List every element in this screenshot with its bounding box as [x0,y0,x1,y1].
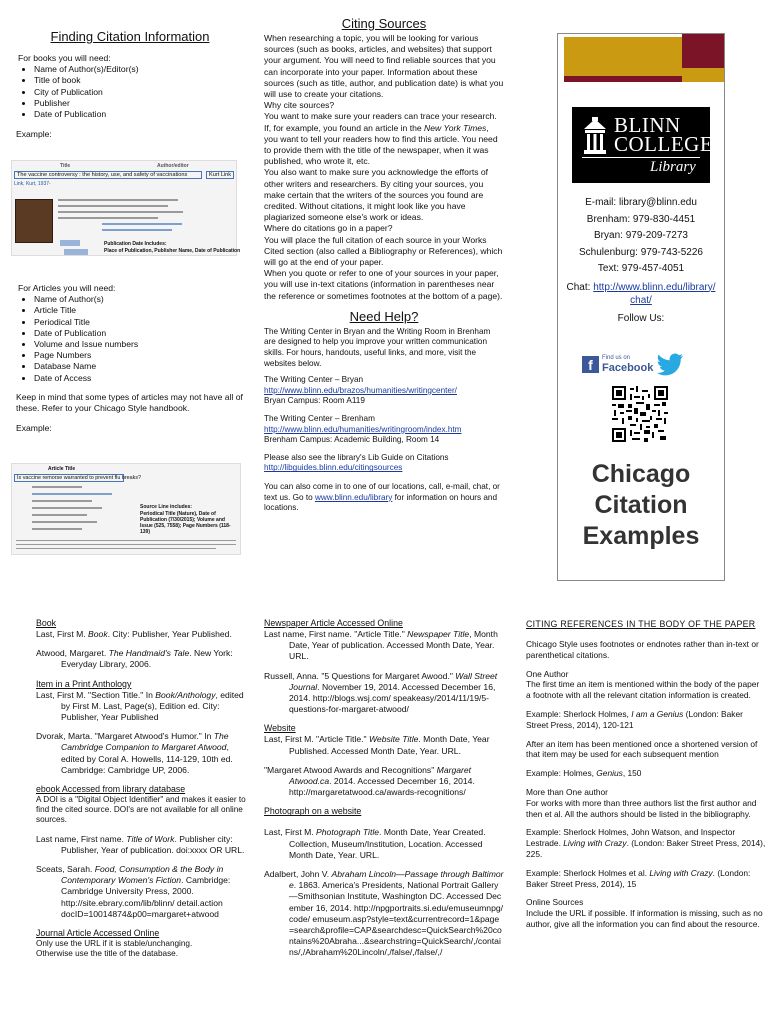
website-heading: Website [264,723,296,734]
maroon-block-1 [682,34,724,68]
contact-paragraph: You can also come in to one of our locations, call, e-mail, chat, or text us. Go to www.blinn.edu/library for information on hours and locations. [264,482,500,513]
chat-link[interactable]: http://www.blinn.edu/library/ [593,281,716,293]
list-item: • Volume and Issue numbers [34,339,246,350]
logo-rule [582,157,700,158]
twitter-icon[interactable] [656,353,684,377]
maroon-block-2 [564,76,682,82]
bryan-phone: Bryan: 979-209-7273 [594,230,688,241]
author-callout: Author/editor [157,163,189,169]
logo-box [572,107,714,183]
list-item: • Title of book [34,75,244,86]
anthology-format: Last, First M. "Section Title." In Book/Anthology, edited by First M. Last, Page(s), Edition ed. City: Publisher, Year Published [36,689,244,723]
title-callout: Title [60,163,71,169]
qr-code [612,386,668,442]
example-label: Example: [16,423,52,434]
lib-guide-text: Please also see the library's Lib Guide on Citations [264,452,449,462]
bryan-room: Bryan Campus: Room A119 [264,396,365,406]
photograph-format: Last, First M. Photograph Title. Month Date, Year Created. Collection, Museum/Institution, Location. Accessed Month Date, Year. URL. [264,827,486,860]
facebook-badge[interactable] [582,354,652,376]
color-band [558,34,724,84]
title-chicago: Chicago [591,460,691,488]
writing-center-bryan-link[interactable]: http://www.blinn.edu/brazos/humanities/writingcenter/ [264,385,457,395]
author-line: Link, Kurt, 1937- [14,181,51,187]
online-citations-column [264,618,504,967]
shortened-text: After an item has been mentioned once a shortened version of that item may be used for each subsequent mention [526,738,758,760]
one-author-text: The first time an item is mentioned within the body of the paper a footnote with all the relevant citation information is created. [526,679,760,701]
source-line-callout: Source Line includes: [140,504,192,510]
ebook-format: Last name, First name. Title of Work. Publisher city: Publisher, Year of publication. doi:xxxx OR URL. [36,833,245,855]
list-item: • Date of Publication [34,328,246,339]
title-citation: Citation [594,491,688,519]
why-cite-heading: Why cite sources? [264,100,335,111]
help-paragraph: The Writing Center in Bryan and the Writing Room in Brenham are designed to help you improve your written communication skills. For hours, handouts, useful links, and more, visit the websites below. [264,326,491,368]
add-to-cart-button [64,249,88,255]
book-format: Last, First M. Book. City: Publisher, Year Published. [36,629,232,639]
articles-section [16,283,246,434]
one-author-heading: One Author [526,668,569,679]
online-sources-heading: Online Sources [526,897,584,908]
writing-center-brenham-link[interactable]: http://www.blinn.edu/humanities/writingroom/index.htm [264,424,462,434]
list-item: • Periodical Title [34,317,246,328]
list-item: • Publisher [34,98,244,109]
journal-note-1: Only use the URL if it is stable/unchanging. [36,939,193,949]
book-cover [15,199,53,243]
chat-line: Chat: http://www.blinn.edu/library/ [566,281,716,293]
intro-paragraph: When researching a topic, you will be looking for various sources (such as books, articles, and websites) that support your argument. You will need to find reliable sources that you can incorporate into your paper. Information about these sources (such as title, author, and publication date) is what you will use to create your citations. [264,33,504,100]
title-examples: Examples [582,522,700,550]
list-item: • Database Name [34,361,246,372]
website-format: Last, First M. "Article Title." Website Title. Month Date, Year Published. Accessed Month Date, Year. URL. [264,734,490,756]
multi-author-example-2: Example: Sherlock Holmes et al. Living with Crazy. (London: Baker Street Press, 2014), 15 [526,867,751,889]
writing-center-bryan: The Writing Center – Bryan [264,375,364,385]
online-sources-text: Include the URL if possible. If information is missing, such as no author, give all the information you can find about the resource. [526,908,763,929]
photograph-heading: Photograph on a website [264,806,362,817]
building-icon [582,117,608,157]
article-title-text: Is vaccine remorse warranted to prevent flu breaks? [14,474,124,482]
ebook-heading: ebook Accessed from library database [36,784,186,795]
library-sidebar [557,33,725,581]
one-author-example: Example: Sherlock Holmes, I am a Genius (London: Baker Street Press, 2014), 120-121 [526,708,743,730]
in-text-paragraph: When you quote or refer to one of your sources in your paper, you will use in-text citations (information in parentheses near the reference or sometimes footnotes at the bottom of a page). [264,268,503,301]
citing-sources-title: Citing Sources [341,16,427,31]
publication-text: Place of Publication, Publisher Name, Date of Publication [104,248,241,254]
citing-sources-column [264,16,504,514]
finding-citation-title: Finding Citation Information [50,29,210,44]
book-citations-column [36,618,246,959]
brenham-phone: Brenham: 979-830-4451 [586,213,696,225]
books-list [16,64,244,120]
chat-link-cont[interactable]: chat/ [630,294,652,306]
request-button [60,240,80,246]
chicago-citation-examples-title [558,459,724,552]
article-record-thumbnail [11,463,241,555]
trace-paragraph: You want to make sure your readers can trace your research. If, for example, you found an article in the New York Times, you want to tell your readers how to find this article. You need to provide them with the title of the newspaper, when it was published, who wrote it, etc. [264,111,498,167]
list-item: • Name of Author(s)/Editor(s) [34,64,244,75]
footnotes-intro: Chicago Style uses footnotes or endnotes rather than in-text or parenthetical citations. [526,639,759,660]
newspaper-example: Russell, Anna. "5 Questions for Margaret Awood." Wall Street Journal. November 19, 2014. Accessed December 16, 2014. http://blogs.wsj.com/ speakeasy/2014/11/19/5-questions-for-margaret-atwood/ [264,670,498,715]
example-label: Example: [16,129,52,140]
book-heading: Book [36,618,57,628]
list-item: • Name of Author(s) [34,294,246,305]
journal-heading: Journal Article Accessed Online [36,928,160,939]
articles-note: Keep in mind that some types of articles may not have all of these. Refer to your Chicago Style handbook. [16,391,243,414]
list-item: • Article Title [34,305,246,316]
website-example: "Margaret Atwood Awards and Recognitions" Margaret Atwood.ca. 2014. Accessed December 16, 2014. http://margaretatwood.ca/awards-recognitions/ [264,764,475,798]
multi-author-example-1: Example: Sherlock Holmes, John Watson, and Inspector Lestrade. Living with Crazy. (London: Baker Street Press, 2014), 225. [526,827,766,859]
schulenburg-phone: Schulenburg: 979-743-5226 [579,246,703,258]
articles-list [16,294,246,384]
publication-callout: Publication Date Includes: [104,241,167,247]
multi-author-heading: More than One author [526,786,608,797]
source-line-text: Periodical Title (Nature), Date of Publication (7/30/2015); Volume and Issue (525, 7558); Page Numbers (118-139) [140,511,231,535]
library-link[interactable]: www.blinn.edu/library [314,492,393,502]
author-link-box: Kurt Link [206,171,234,179]
photograph-example: Adalbert, John V. Abraham Lincoln—Passage through Baltimore. 1863. America's Presidents, National Portrait Gallery—Smithsonian Institute, Washington DC. Accessed December 16, 2014. http://npgportraits.si.edu/emuseumnpg/code/ emuseum.asp?style=text&currentrecord=1&page=search&profile=CAP&searchdesc=QuickSearch%20contains%20Abraha...&searchstring=QuickSearch/,/contains/,/Abraham%20Lincoln/,/false/,/false/,/ [264,869,504,958]
logo-blinn: BLINN [614,113,681,137]
in-text-citations-column [526,619,766,930]
gold-block-2 [682,68,724,82]
journal-note-2: Otherwise use the title of the database. [36,949,179,959]
text-line: Text: 979-457-4051 [597,263,685,274]
where-heading: Where do citations go in a paper? [264,223,393,234]
lib-guide-link[interactable]: http://libguides.blinn.edu/citingsources [264,463,403,473]
need-help-title: Need Help? [349,308,419,324]
fb-small-text: Find us on [602,355,631,361]
follow-label: Follow Us: [617,312,665,324]
acknowledge-paragraph: You also want to make sure you acknowledge the efforts of other writers and researchers. By citing your sources, you make certain that the writers of the sources you found are credited. Without citations, it might look like you have plagiarized someone else's work or ideas. [264,167,489,223]
multi-author-text: For works with more than three authors list the first author and then et al. All the authors should be listed in the bibliography. [526,797,757,819]
brenham-room: Brenham Campus: Academic Building, Room 14 [264,435,440,445]
shortened-example: Example: Holmes, Genius, 150 [526,768,642,779]
newspaper-format: Last name, First name. "Article Title." Newspaper Title, Month Date, Year of publication. Accessed Month Date, Year. URL. [264,629,498,662]
anthology-example: Dvorak, Marta. "Margaret Atwood's Humor." In The Cambridge Companion to Margaret Atwood, edited by Coral A. Howells, 114-129, 10th ed. Cambridge: Cambridge UP, 2006. [36,731,233,775]
articles-intro: For Articles you will need: [18,283,116,293]
works-cited-paragraph: You will place the full citation of each source in your Works Cited section (also called a Bibliography or References), which will go at the end of your paper. [264,234,503,268]
logo-college: COLLEGE [614,132,714,156]
gold-block-1 [564,37,682,76]
newspaper-heading: Newspaper Article Accessed Online [264,618,403,628]
book-title-text: The vaccine controversy : the history, use, and safety of vaccinations [14,171,202,179]
logo-library: Library [650,159,696,175]
ebook-example: Sceats, Sarah. Food, Consumption & the Body in Contemporary Women's Fiction. Cambridge: Cambridge University Press, 2000. http://site.ebrary.com/lib/blinn/ detail.action docID=10014874&p00=margaret+atwood [36,864,231,919]
list-item: • Date of Publication [34,109,244,120]
contact-block [558,195,724,327]
book-example: Atwood, Margaret. The Handmaid's Tale. New York: Everyday Library, 2006. [36,648,233,670]
fb-big-text: Facebook [602,362,654,374]
article-title-callout: Article Title [48,466,76,472]
anthology-heading: Item in a Print Anthology [36,678,132,689]
book-record-thumbnail [11,160,241,256]
list-item: • Date of Access [34,373,246,384]
email-line[interactable]: E-mail: library@blinn.edu [585,197,697,208]
writing-center-brenham: The Writing Center – Brenham [264,414,375,424]
list-item: • Page Numbers [34,350,246,361]
finding-citation-column [16,29,244,140]
facebook-icon: f [582,356,599,373]
books-intro: For books you will need: [18,53,111,63]
citing-references-title: CITING REFERENCES IN THE BODY OF THE PAPER [526,619,756,629]
list-item: • City of Publication [34,87,244,98]
doi-note: A DOI is a "Digital Object Identifier" and makes it easier to find the cited source. DOI's are not available for all online sources. [36,795,246,825]
